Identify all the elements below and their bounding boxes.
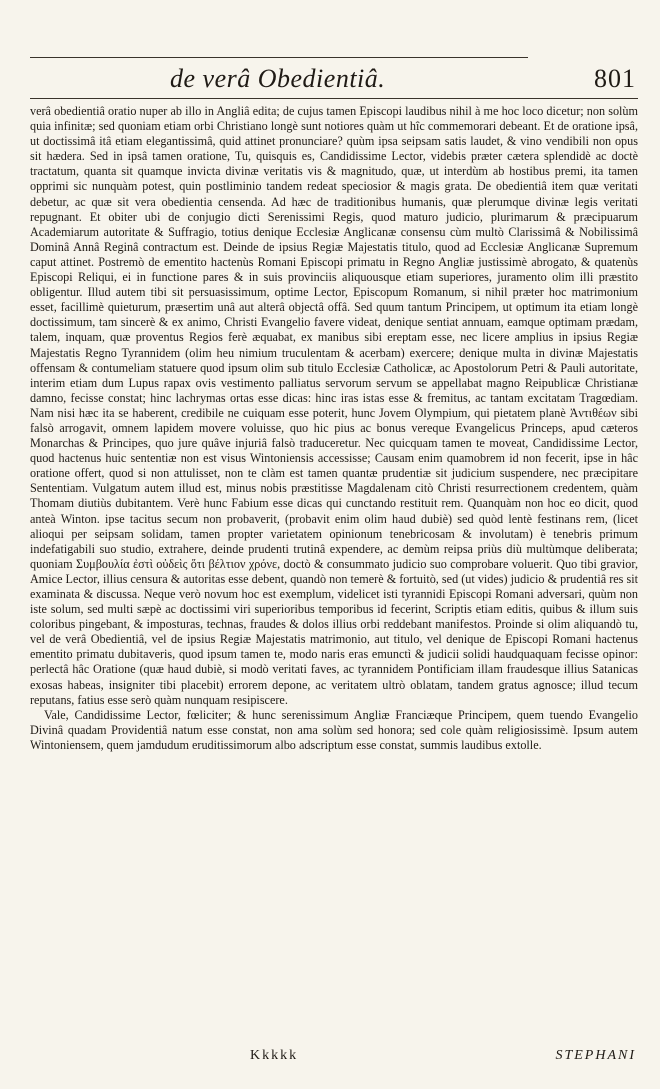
paragraph-closing: Vale, Candidissime Lector, fœliciter; & hunc serenissimum Angliæ Franciæque Principem, quem tuendo Evangelio Divinâ quadam Providentiâ natum esse constat, non ama solùm sed honora; sed cole quàm religiosissimè. Ipsum autem Wintoniensem, quem jamdudum eruditissimorum albo adscriptum esse constat, summis laudibus extolle. (30, 707, 638, 752)
body-text (30, 104, 638, 753)
signature-mark: Kkkkk (250, 1048, 299, 1063)
header-rule (30, 98, 638, 99)
page-number: 801 (594, 64, 636, 93)
paragraph-main: verâ obedientiâ oratio nuper ab illo in Angliâ edita; de cujus tamen Episcopi laudibus nihil à me hoc loco dicetur; non solùm quia infinitæ; sed quoniam etiam orbi Christiano longè sunt notiores quàm ut hîc commemorari debeant. Et de oratione ipsâ, ut doctissimâ itâ etiam elegantissimâ, quid attinet pronunciare? quùm ipsa seipsam satis laudet, & vino vendibili non opus sit hædera. Sed in ipsâ tamen oratione, Tu, quisquis es, Candidissime Lector, videbis præter cætera splendidè ac doctè tractatum, quanta sit quamque invicta divinæ veritatis vis & magnitudo, quæ, ut interdùm ab hostibus premi, ita tamen opprimi sic nunquàm potest, quin postliminio tandem redeat speciosior & magis grata. De obedientiâ item quæ veritati debetur, ac quæ sit vera obedientia censenda. Ad hæc de traditionibus humanis, quæ plerumque divinæ legis veritati repugnant. Et obiter ubi de conjugio dicti Serenissimi Regis, quod maturo judicio, plurimarum & præcipuarum Academiarum autoritate & Suffragio, totius denique Ecclesiæ Anglicanæ consensu cùm multò Clarissimâ & Nobilissimâ Dominâ Annâ Reginâ contractum est. Deinde de ipsius Regiæ Majestatis titulo, quod ad Ecclesiæ Anglicanæ Supremum caput attinet. Postremò de ementito hactenùs Romani Episcopi primatu in Regno Angliæ justissimè abrogato, & quatenùs Episcopi Reliqui, ei in functione pares & in suis provinciis aliquousque etiam superiores, juramento olim illi præstito obligentur. Illud autem tibi sit persuasissimum, optime Lector, Episcopum Romanum, si nihil præter hoc matrimonium esset, facillimè quieturum, præsertim unâ aut alterâ objectâ offâ. Sed quum tantum Principem, ut optimum ita etiam longè doctissimum, tam sincerè & ex animo, Christi Evangelio favere videat, denique sentiat annuam, eamque optimam prædam, talem, inquam, quæ proventus Regios ferè æquabat, ex manibus sibi ereptam esse, nec licere amplius in ipsius Regiæ Majestatis Regno Tyrannidem (olim heu nimium truculentam & acerbam) exercere; denique multa in divinæ Majestatis offensam & contumeliam statuere quod ipsum olim sub titulo Ecclesiæ Catholicæ, ac Apostolorum Petri & Pauli autoritate, interim etiam dum Lupus rapax ovis vestimento palliatus servorum servum se appellabat magno Reipublicæ Christianæ damno, fecisse constat; hinc lachrymas ortas esse dicas: hinc iras istas esse & fremitus, ac tantam excitatam Tragœdiam. Nam nisi hæc ita se haberent, credibile ne cuiquam esse poterit, hunc Jovem Olympium, qui pietatem planè Ἀντιθέων sibi falsò arrogavit, omnem lapidem movere voluisse, quo hic pius ac bonus vereque Evangelicus Princeps, apud cæteros Monarchas & Principes, quo jure quâve injuriâ falsò traduceretur. Nec quicquam tamen te moveat, Candidissime Lector, quod hactenus huic sententiæ non est visus Wintoniensis accessisse; Causam enim quamobrem id non fecerit, ipse in hâc oratione offert, quod si non attulisset, non te clàm est tamen quantæ prudentiæ sit judicium suspendere, nec præcipitare Sententiam. Vulgatum autem illud est, minus nobis præstitisse Magdalenam citò Christi resurrectionem credentem, quàm Thomam diutiùs dubitantem. Verè hunc Fabium esse dicas qui cunctando restituit rem. Quanquàm non hoc eo dicit, quod anteà Winton. ipse tacitus secum non probaverit, (probavit enim olim haud dubiè) sed quòd lentè festinans rem, (licet alioqui per seipsam solidam, tamen propter varietatem opinionum tenebricosam & involutam) è tenebris primum indefatigabili suo studio, extrahere, deinde prudenti trutinâ expendere, ac demùm reipsa priùs diù multùmque deliberata; quoniam Συμβουλία ἐστὶ οὐδεὶς ὅτι βέλτιον χρόνε, doctò & consummato judicio suo comprobare voluerit. Quo tibi gravior, Amice Lector, illius censura & autoritas esse debent, quandò non temerè & fortuitò, sed (ut vides) judicio & prudentiâ res sit examinata & discussa. Neque verò novum hoc est exemplum, videlicet isti tyrannidi Episcopi Romani adversari, quùm non iste solum, sed multi sæpè ac doctissimi viri superioribus temporibus id fecerint, Scriptis etiam editis, quibus & illum suis coloribus pingebant, & imposturas, technas, fraudes & dolos illius orbi reddebant manifestos. Proinde si olim aliquandò tu, vel de verâ Obedientiâ, vel de ipsius Regiæ Majestatis matrimonio, aut titulo, vel denique de Episcopi Romani hactenus ementito primatu dubitaveris, quod ipsum tamen te, modo naris eras emunctì & judicii solidi haudquaquam fecisse opinor: perlectâ hâc Oratione (quæ haud dubiè, si modò veritati faves, ac tyrannidem Pontificiam illam fraudesque illius Satanicas exosas habeas, insigniter tibi placebit) errorem depone, ac veritatem ultrò oblatam, tandem gratus agnosce; illud tecum reputans, fatius esse serò quàm nunquam resipiscere. (30, 104, 638, 707)
catchword: STEPHANI (555, 1048, 636, 1063)
page-header (30, 58, 638, 96)
running-title: de verâ Obedientiâ. (170, 64, 386, 93)
page-footer (30, 1048, 638, 1070)
